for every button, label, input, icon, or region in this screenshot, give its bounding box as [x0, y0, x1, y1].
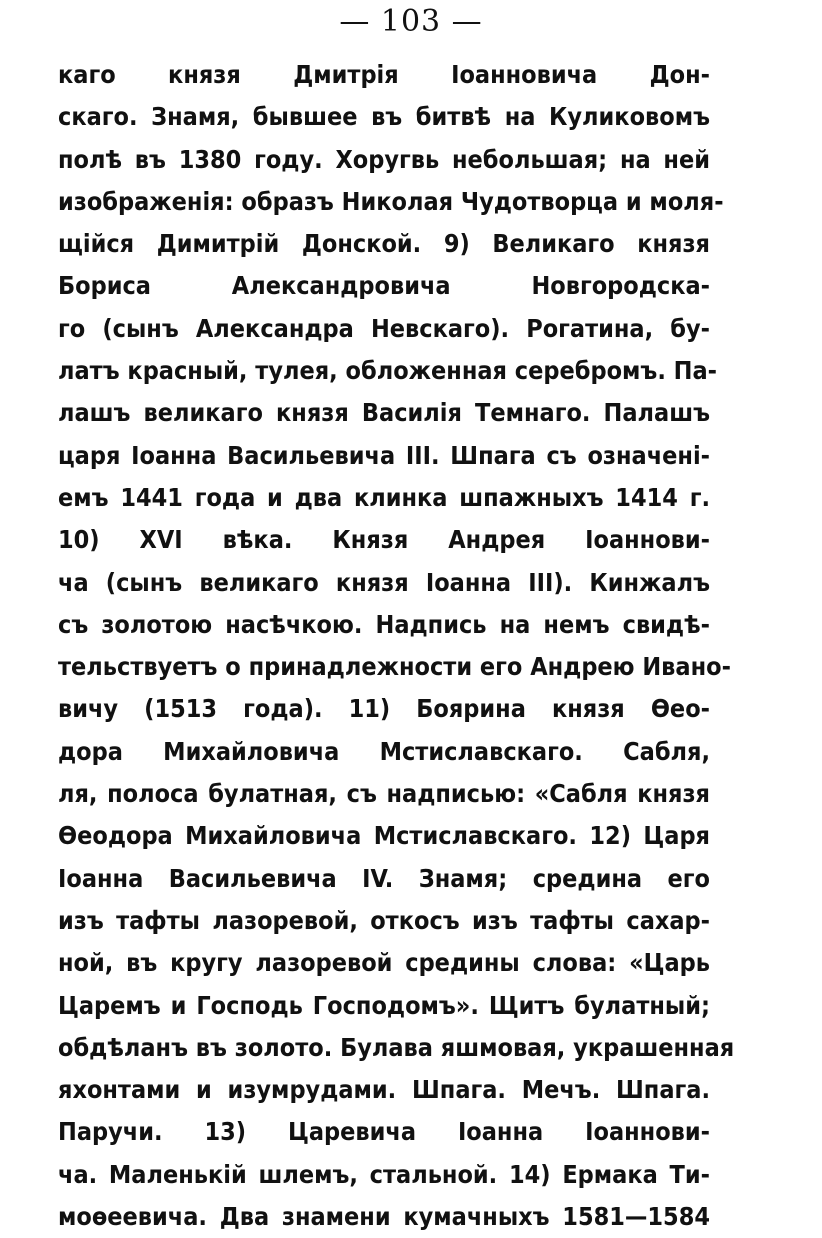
text-line-5: щійся Димитрій Донской. 9) Великаго князя — [58, 229, 710, 259]
text-line-25: яхонтами и изумрудами. Шпага. Мечъ. Шпага. — [58, 1075, 710, 1105]
text-line-9: лашъ великаго князя Василія Темнаго. Палашъ — [58, 398, 710, 428]
text-line-15: тельствуетъ о принадлежности его Андрею Ивано- — [58, 652, 731, 682]
text-line-10: царя Іоанна Васильевича III. Шпага съ означені- — [58, 440, 710, 470]
text-line-24: обдѣланъ въ золото. Булава яшмовая, украшенная — [58, 1032, 735, 1062]
text-line-23: Царемъ и Господь Господомъ». Щитъ булатный; — [58, 990, 710, 1020]
text-line-14: съ золотою насѣчкою. Надпись на немъ свидѣ- — [58, 609, 710, 639]
text-line-7: го (сынъ Александра Невскаго). Рогатина, бу- — [58, 313, 710, 343]
text-line-12: 10) XVI вѣка. Князя Андрея Іоаннови- — [58, 525, 710, 555]
text-line-1: каго князя Дмитрія Іоанновича Дон- — [58, 60, 710, 89]
text-line-19: Ѳеодора Михайловича Мстиславскаго. 12) Царя — [58, 821, 710, 851]
text-line-26: Паручи. 13) Царевича Іоанна Іоаннови- — [58, 1117, 710, 1147]
text-line-11: емъ 1441 года и два клинка шпажныхъ 1414 г. — [58, 482, 710, 512]
text-line-13: ча (сынъ великаго князя Іоанна III). Кинжалъ — [58, 567, 710, 597]
text-line-17: дора Михайловича Мстиславскаго. Сабля, — [58, 736, 710, 766]
text-line-28: моѳеевича. Два знамени кумачныхъ 1581—1584 — [58, 1202, 710, 1232]
text-line-4: изображенія: образъ Николая Чудотворца и моля- — [58, 186, 724, 216]
text-line-2: скаго. Знамя, бывшее въ битвѣ на Куликовомъ — [58, 102, 710, 132]
text-line-18: ля, полоса булатная, съ надписью: «Сабля князя — [58, 779, 710, 809]
text-line-20: Іоанна Васильевича IV. Знамя; средина его — [58, 863, 710, 893]
text-line-27: ча. Маленькій шлемъ, стальной. 14) Ермака Ти- — [58, 1159, 710, 1189]
text-line-6: Бориса Александровича Новгородска- — [58, 271, 710, 301]
page-body-text — [58, 54, 735, 1238]
page-number: — 103 — — [339, 4, 483, 39]
text-line-3: полѣ въ 1380 году. Хоругвь небольшая; на ней — [58, 144, 710, 174]
text-line-21: изъ тафты лазоревой, откосъ изъ тафты сахар- — [58, 905, 710, 935]
text-line-22: ной, въ кругу лазоревой средины слова: «Царь — [58, 948, 710, 978]
text-line-8: латъ красный, тулея, обложенная серебромъ. Па- — [58, 356, 718, 386]
text-line-16: вичу (1513 года). 11) Боярина князя Ѳео- — [58, 694, 710, 724]
